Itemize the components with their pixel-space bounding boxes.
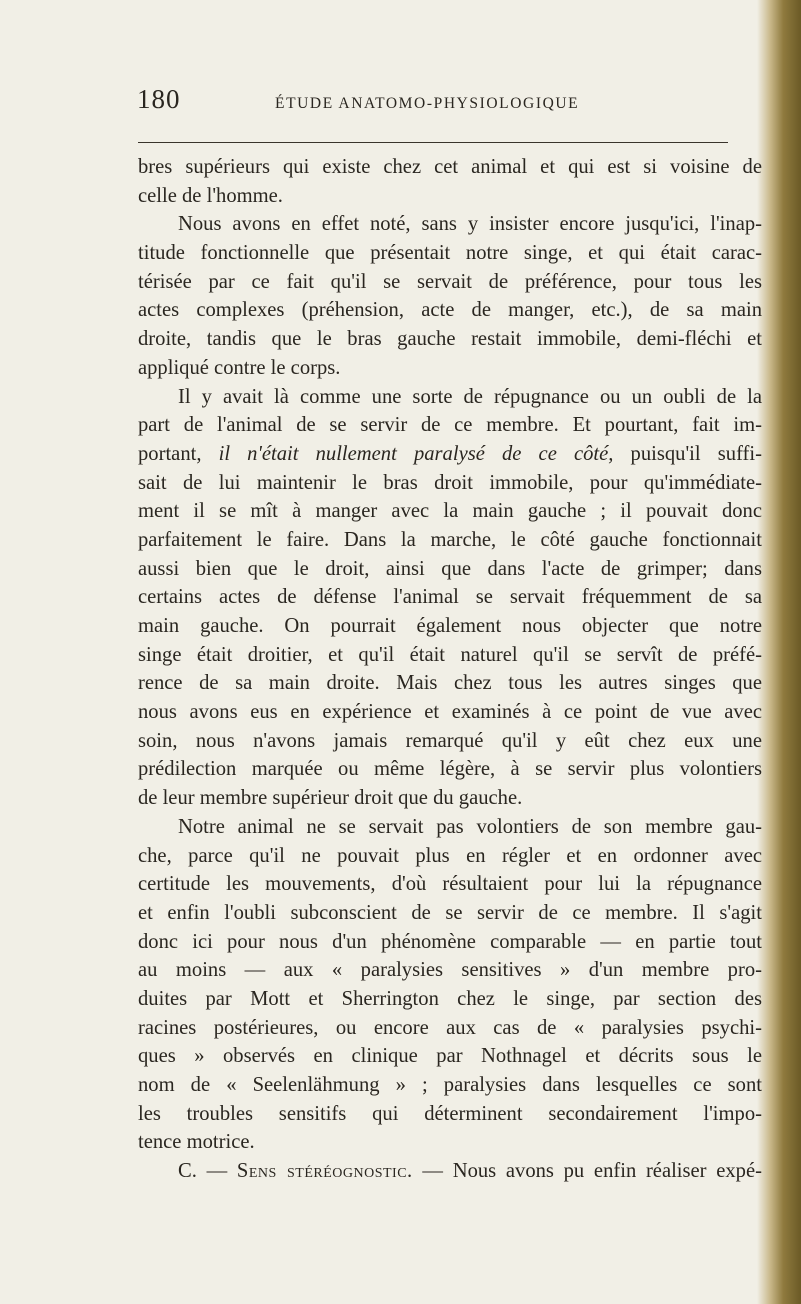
text-line: certains actes de défense l'animal se servait fréquemment de sa [138, 586, 762, 609]
italic-emphasis: il n'était nullement paralysé de ce côté, [218, 442, 614, 465]
text-line: actes complexes (préhension, acte de manger, etc.), de sa main [138, 299, 762, 322]
text-line: les troubles sensitifs qui déterminent secondairement l'impo- [138, 1102, 762, 1125]
text-line: au moins — aux « paralysies sensitives » d'un membre pro- [138, 959, 762, 982]
text-line: soin, nous n'avons jamais remarqué qu'il y eût chez eux une [138, 729, 762, 752]
text-line: aussi bien que le droit, ainsi que dans l'acte de grimper; dans [138, 557, 762, 580]
text-line: rence de sa main droite. Mais chez tous les autres singes que [138, 672, 762, 695]
text-line [138, 440, 762, 469]
page-edge-shadow [757, 0, 801, 1304]
text-line: tence motrice. [138, 1131, 255, 1154]
text-line: nous avons eus en expérience et examinés à ce point de vue avec [138, 701, 762, 724]
text-line: certitude les mouvements, d'où résultaient pour lui la répugnance [138, 873, 762, 896]
section-heading: Sens stéréognostic. [236, 1160, 413, 1183]
text-line: Il y avait là comme une sorte de répugnance ou un oubli de la [178, 385, 762, 408]
text-line: donc ici pour nous d'un phénomène comparable — en partie tout [138, 930, 762, 953]
section-label: C. — [178, 1160, 237, 1183]
text-line: Notre animal ne se servait pas volontiers de son membre gau- [178, 815, 762, 838]
text-line: singe était droitier, et qu'il était naturel qu'il se servît de préfé- [138, 643, 762, 666]
text-line: celle de l'homme. [138, 184, 283, 207]
text-line: parfaitement le faire. Dans la marche, le côté gauche fonctionnait [138, 528, 762, 551]
text-line: main gauche. On pourrait également nous objecter que notre [138, 615, 762, 637]
text-line: nom de « Seelenlähmung » ; paralysies dans lesquelles ce sont [138, 1074, 762, 1096]
page-number: 180 [137, 84, 181, 114]
text-line: appliqué contre le corps. [138, 356, 341, 379]
text-line: et enfin l'oubli subconscient de se servir de ce membre. Il s'agit [138, 901, 762, 924]
text-line: de leur membre supérieur droit que du gauche. [138, 787, 523, 810]
text-fragment: — Nous avons pu enfin réaliser expé- [412, 1160, 762, 1183]
text-line: duites par Mott et Sherrington chez le singe, par section des [138, 987, 762, 1010]
text-line: sait de lui maintenir le bras droit immobile, pour qu'immédiate- [138, 471, 762, 494]
text-line: prédilection marquée ou même légère, à se servir plus volontiers [138, 758, 762, 781]
text-line: bres supérieurs qui existe chez cet animal et qui est si voisine de [138, 156, 762, 178]
body-text [138, 153, 762, 1186]
text-fragment: portant, [138, 442, 219, 465]
text-line: ques » observés en clinique par Nothnagel et décrits sous le [138, 1045, 762, 1068]
running-head: ÉTUDE ANATOMO-PHYSIOLOGIQUE [275, 95, 580, 112]
text-line: racines postérieures, ou encore aux cas de « paralysies psychi- [138, 1016, 762, 1039]
text-line: titude fonctionnelle que présentait notre singe, et qui était carac- [138, 242, 762, 265]
text-fragment: puisqu'il suffi- [613, 442, 762, 465]
text-line: droite, tandis que le bras gauche restait immobile, demi-fléchi et [138, 328, 762, 351]
text-line: part de l'animal de se servir de ce membre. Et pourtant, fait im- [138, 414, 762, 437]
text-line [138, 1157, 762, 1186]
text-line: Nous avons en effet noté, sans y insister encore jusqu'ici, l'inap- [178, 213, 762, 236]
header-rule [138, 142, 728, 143]
text-line: che, parce qu'il ne pouvait plus en régler et en ordonner avec [138, 844, 762, 867]
text-line: térisée par ce fait qu'il se servait de préférence, pour tous les [138, 270, 762, 293]
text-line: ment il se mît à manger avec la main gauche ; il pouvait donc [138, 500, 762, 523]
